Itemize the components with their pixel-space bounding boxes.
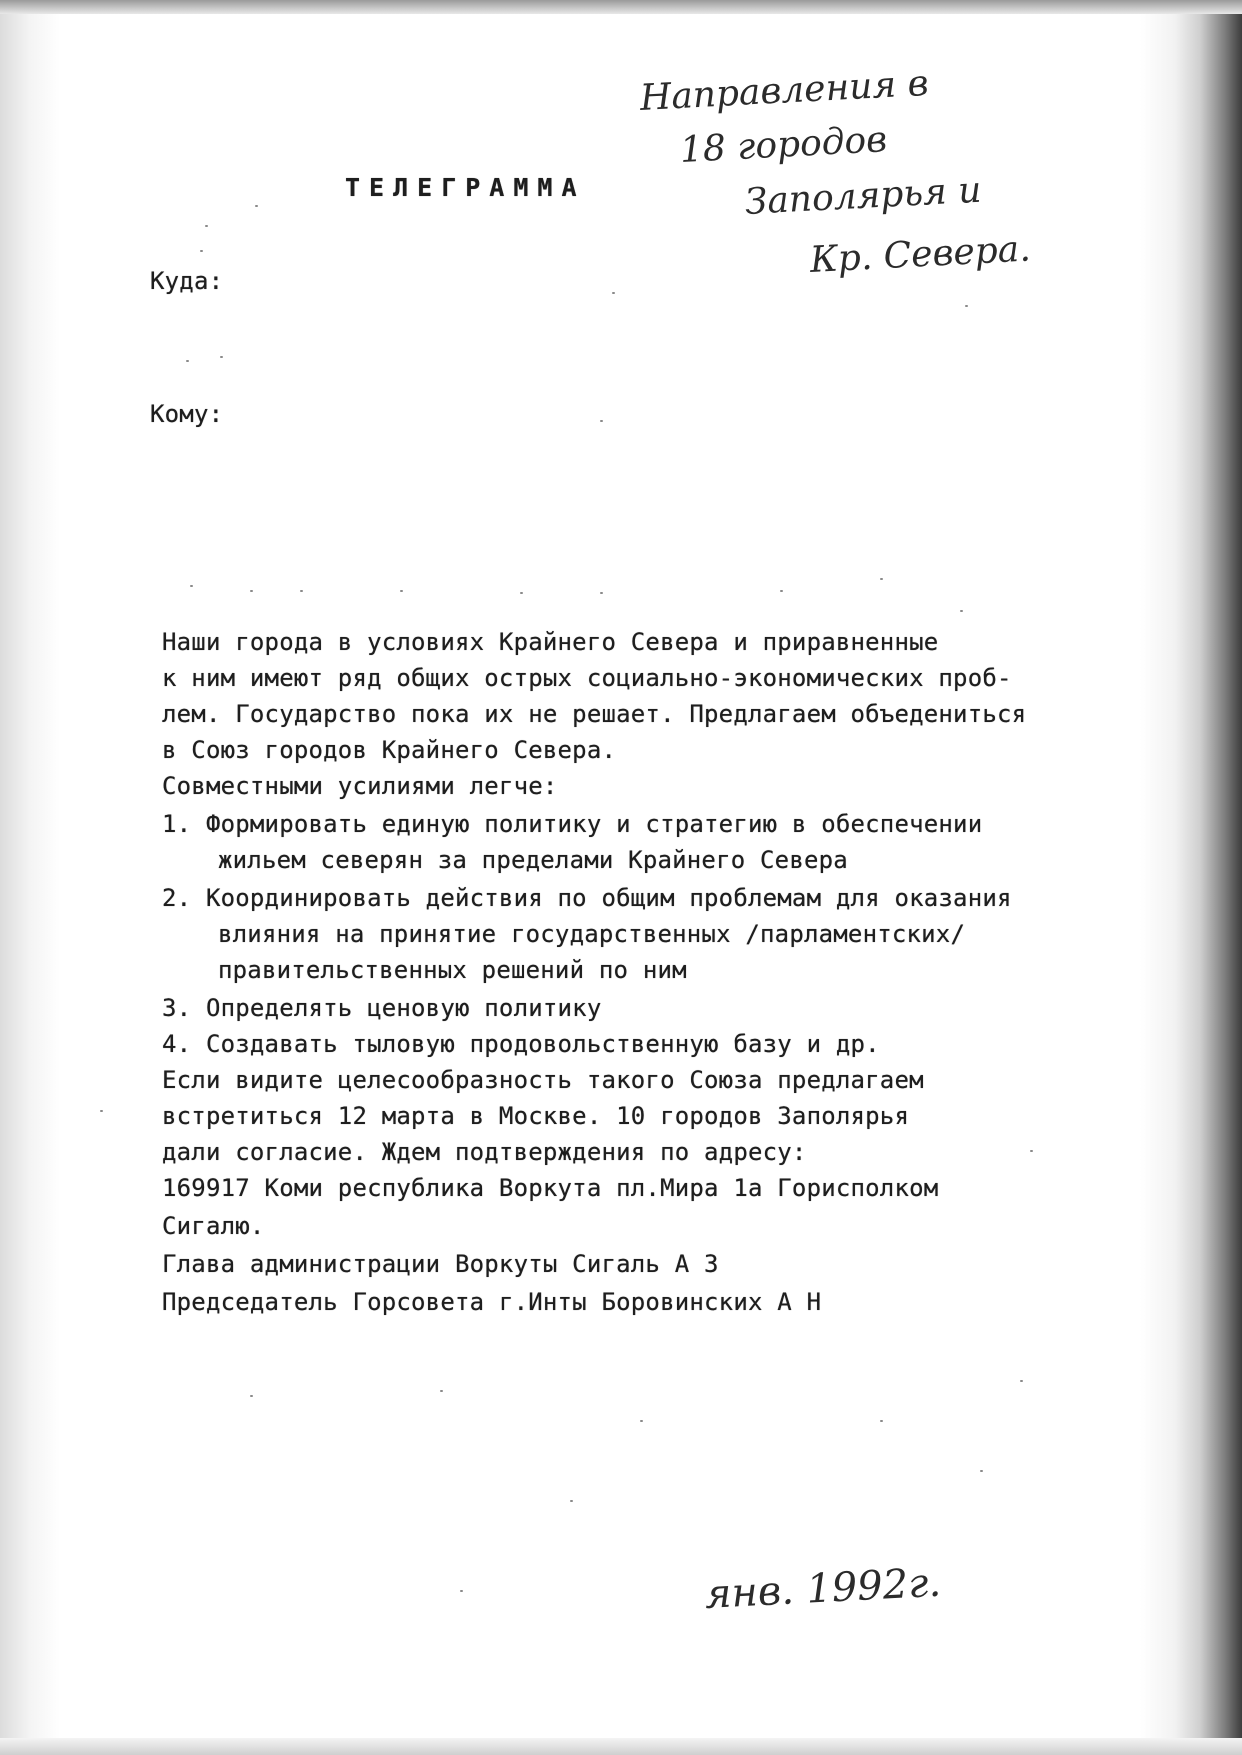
- handwritten-note-line: 18 городов: [678, 119, 889, 171]
- handwritten-note-line: Кр. Севера.: [808, 228, 1032, 281]
- list-item: 2. Координировать действия по общим проблемам для оказания: [162, 884, 1012, 912]
- field-whom-label: Кому:: [150, 400, 224, 428]
- list-item-continuation: влияния на принятие государственных /парламентских/: [218, 920, 966, 948]
- body-line: к ним имеют ряд общих острых социально-экономических проб-: [162, 664, 1012, 692]
- address-line: Сигалю.: [162, 1212, 265, 1240]
- body-line: Совместными усилиями легче:: [162, 772, 558, 800]
- list-item: 4. Создавать тыловую продовольственную базу и др.: [162, 1030, 880, 1058]
- scan-top-edge: [0, 0, 1242, 14]
- signature-line: Глава администрации Воркуты Сигаль А З: [162, 1250, 719, 1278]
- list-item: 1. Формировать единую политику и стратегию в обеспечении: [162, 810, 983, 838]
- closing-line: Если видите целесообразность такого Союза предлагаем: [162, 1066, 924, 1094]
- list-item: 3. Определять ценовую политику: [162, 994, 602, 1022]
- handwritten-note-line: Заполярья и: [743, 169, 983, 223]
- body-line: лем. Государство пока их не решает. Предлагаем объедениться: [162, 700, 1027, 728]
- list-item-continuation: правительственных решений по ним: [218, 956, 687, 984]
- body-line: Наши города в условиях Крайнего Севера и приравненные: [162, 628, 939, 656]
- handwritten-date: янв. 1992г.: [703, 1559, 943, 1618]
- field-to-label: Куда:: [150, 267, 224, 295]
- closing-line: дали согласие. Ждем подтверждения по адресу:: [162, 1138, 807, 1166]
- signature-line: Председатель Горсовета г.Инты Боровинских А Н: [162, 1288, 822, 1316]
- address-line: 169917 Коми республика Воркута пл.Мира 1а Горисполком: [162, 1174, 939, 1202]
- handwritten-note-line: Направления в: [638, 62, 930, 119]
- document-title: ТЕЛЕГРАММА: [345, 173, 586, 202]
- scan-bottom-edge: [0, 1738, 1242, 1755]
- body-line: в Союз городов Крайнего Севера.: [162, 736, 617, 764]
- closing-line: встретиться 12 марта в Москве. 10 городов Заполярья: [162, 1102, 910, 1130]
- list-item-continuation: жильем северян за пределами Крайнего Севера: [218, 846, 848, 874]
